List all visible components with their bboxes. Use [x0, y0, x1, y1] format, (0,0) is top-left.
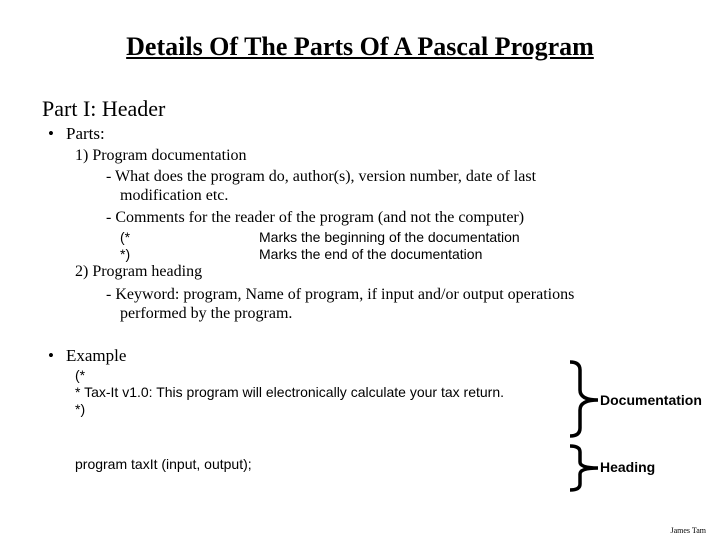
example-doc-body: * Tax-It v1.0: This program will electronically calculate your tax return. — [75, 384, 504, 400]
doc-open-symbol: (* — [120, 229, 131, 245]
brace-graphics — [560, 360, 610, 500]
item2-line1: - Keyword: program, Name of program, if input and/or output operations — [106, 286, 575, 303]
documentation-label: Documentation — [600, 392, 702, 408]
example-label: Example — [66, 346, 127, 365]
part-heading: Part I: Header — [42, 96, 166, 121]
item1-line3: - Comments for the reader of the program (and not the computer) — [106, 209, 525, 226]
doc-close-description: Marks the end of the documentation — [259, 246, 483, 262]
parts-label: Parts: — [66, 124, 105, 143]
item1-line1: - What does the program do, author(s), version number, date of last — [106, 168, 537, 185]
documentation-brace-icon — [570, 362, 598, 436]
item2-title: 2) Program heading — [75, 263, 203, 280]
item1-line2: modification etc. — [120, 187, 229, 204]
example-bullet: • — [48, 346, 54, 365]
parts-bullet: • — [48, 124, 54, 143]
example-doc-open: (* — [75, 367, 86, 383]
heading-label: Heading — [600, 459, 656, 475]
doc-close-symbol: *) — [120, 246, 131, 262]
item1-title: 1) Program documentation — [75, 147, 247, 164]
example-doc-close: *) — [75, 401, 86, 417]
item2-line2: performed by the program. — [120, 305, 293, 322]
doc-open-description: Marks the beginning of the documentation — [259, 229, 520, 245]
example-heading-code: program taxIt (input, output); — [75, 456, 252, 472]
author-credit: James Tam — [670, 526, 706, 535]
heading-brace-icon — [570, 446, 598, 490]
slide-title: Details Of The Parts Of A Pascal Program — [126, 32, 594, 61]
